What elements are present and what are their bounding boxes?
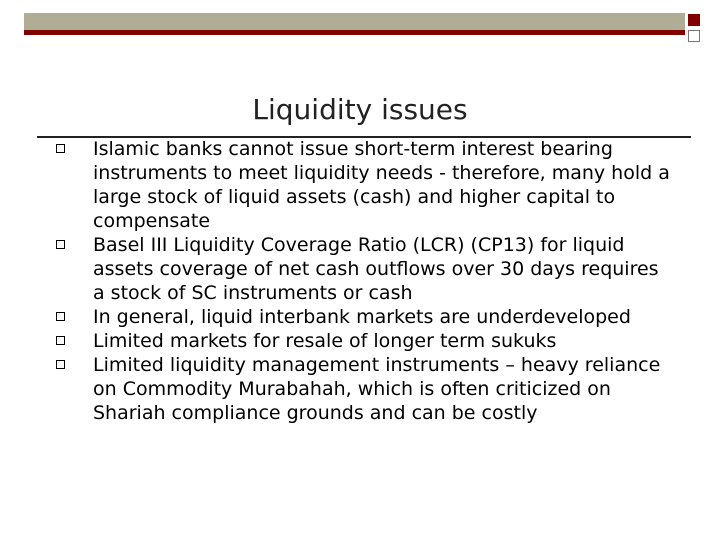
corner-square-hollow	[688, 30, 700, 42]
bullet-item	[54, 305, 674, 329]
slide-title: Liquidity issues	[252, 93, 468, 126]
bullet-text: Basel III Liquidity Coverage Ratio (LCR) (CP13) for liquid assets coverage of net cash outflows over 30 days requires a stock of SC instruments or cash	[93, 234, 659, 304]
hollow-square-bullet-icon	[56, 240, 65, 249]
hollow-square-bullet-icon	[56, 336, 65, 345]
bullet-text: Limited liquidity management instruments – heavy reliance on Commodity Murabahah, which is often criticized on Shariah compliance grounds and can be costly	[93, 354, 661, 424]
hollow-square-bullet-icon	[56, 144, 65, 153]
bullet-item	[54, 137, 674, 233]
bullet-text: Islamic banks cannot issue short-term interest bearing instruments to meet liquidity needs - therefore, many hold a large stock of liquid assets (cash) and higher capital to compensate	[93, 138, 670, 232]
bullet-text: In general, liquid interbank markets are underdeveloped	[93, 306, 631, 328]
bullet-list	[54, 137, 674, 425]
bullet-item	[54, 329, 674, 353]
bullet-item	[54, 233, 674, 305]
bullet-text: Limited markets for resale of longer term sukuks	[93, 330, 557, 352]
corner-square-filled	[688, 14, 700, 26]
hollow-square-bullet-icon	[56, 312, 65, 321]
header-bar	[24, 13, 685, 35]
bullet-item	[54, 353, 674, 425]
hollow-square-bullet-icon	[56, 360, 65, 369]
